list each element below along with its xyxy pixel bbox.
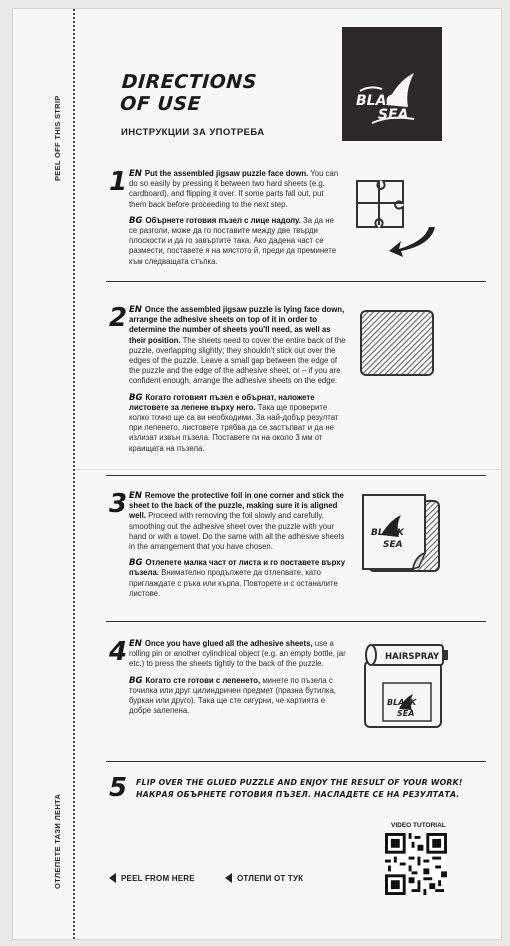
step-divider xyxy=(106,475,486,476)
arrow-left-icon xyxy=(109,873,116,883)
video-tutorial-label: VIDEO TUTORIAL xyxy=(391,822,446,829)
brand-logo xyxy=(342,27,442,141)
svg-text:SEA: SEA xyxy=(397,709,415,718)
step-number: 3 xyxy=(109,489,128,519)
instruction-sheet xyxy=(12,8,502,940)
svg-text:BLACK: BLACK xyxy=(387,698,417,707)
arrow-left-icon xyxy=(225,873,232,883)
step-4-text: EN Once you have glued all the adhesive sheets, use a rolling pin or another cylindrical object (e.g. an empty bottle, jar etc.) to press the sheets tightly to the back of the puzzle. BG Когато сте готови с лепенето, минете по пъзела с точилка или друг цилиндричен предмет (празна бутилка, буркан или друго). Така ще сте сигурни, че хартията е добре залепена. xyxy=(129,639,346,716)
step-number: 5 xyxy=(109,773,128,803)
step-3-text: EN Remove the protective foil in one corner and stick the sheet to the back of the puzzle, making sure it is aligned well. Proceed with removing the foil slowly and carefully, smoothing out the adhesive sheet over the puzzle with your hand or with a towel. Do the same with all the adhesive sheets in the arrangement that you have chosen. BG Отлепете малка част от листа и го поставете върху пъзела. Внимателно продължете да отлепвате, като приглаждате с ръка или кърпа. Повторете и с останалите листове. xyxy=(129,491,346,598)
step-number: 4 xyxy=(109,637,128,667)
shark-fin-icon xyxy=(342,27,442,141)
step-number: 2 xyxy=(109,303,128,333)
step-1-text: EN Put the assembled jigsaw puzzle face down. You can do so easily by pressing it between two hard sheets (e.g. cardboard), and flipping it over. If some parts fall out, put them back before proceeding to the next step. BG Обърнете готовия пъзел с лице надолу. За да не се разголи, може да го поставите между две твърди плоскости и да го завъртите така. Ако дадена част се размести, поставете я на мястото й, преди да преминете към следващата стъпка. xyxy=(129,169,339,266)
fold-line xyxy=(75,469,502,470)
step-divider xyxy=(106,761,486,762)
svg-text:HAIRSPRAY: HAIRSPRAY xyxy=(385,652,440,662)
page-title: DIRECTIONS OF USE xyxy=(119,71,258,115)
peel-from-here-bg[interactable]: ОТЛЕПИ ОТ ТУК xyxy=(225,873,303,883)
svg-text:BLACK: BLACK xyxy=(356,93,408,109)
perforation-line xyxy=(73,9,75,939)
puzzle-flip-icon xyxy=(349,177,449,257)
svg-text:BLACK: BLACK xyxy=(371,528,404,538)
svg-text:SEA: SEA xyxy=(378,107,409,123)
peel-strip-label-en: PEEL OFF THIS STRIP xyxy=(53,95,62,181)
peel-strip-label-bg: ОТЛЕПЕТЕ ТАЗИ ЛЕНТА xyxy=(53,793,62,889)
svg-text:SEA: SEA xyxy=(383,540,403,550)
peel-foil-icon xyxy=(359,493,445,579)
final-step-text: FLIP OVER THE GLUED PUZZLE AND ENJOY THE RESULT OF YOUR WORK! НАКРАЯ ОБЪРНЕТЕ ГОТОВИЯ ПЪЗЕЛ. НАСЛАДЕТЕ СЕ НА РЕЗУЛТАТА. xyxy=(136,778,463,799)
peel-from-here[interactable]: PEEL FROM HERE xyxy=(109,873,195,883)
step-2-text: EN Once the assembled jigsaw puzzle is lying face down, arrange the adhesive sheets on top of it in order to determine the number of sheets you'll need, as well as their position. The sheets need to cover the entire back of the puzzle, overlapping slightly; they shouldn't stick out over the edges of the puzzle. Leave a small gap between the edge of the puzzle and the edge of the adhesive sheet, or – if you are confident enough, arrange the adhesive sheets on the edge. BG Когато готовият пъзел е обърнат, наложете листовете за лепене върху него. Така ще проверите колко точно ще са ви необходими. За най-добър резултат при лепенето, листовете трябва да се застъпват и да не излизат извън пъзела. Поставете ги на около 3 мм от краищата на пъзела. xyxy=(129,305,346,453)
step-divider xyxy=(106,621,486,622)
step-divider xyxy=(106,281,486,282)
page-subtitle: ИНСТРУКЦИИ ЗА УПОТРЕБА xyxy=(121,127,265,138)
qr-code-icon[interactable] xyxy=(385,833,447,895)
step-number: 1 xyxy=(109,167,128,197)
adhesive-sheet-icon xyxy=(359,309,439,379)
rolling-bottle-icon xyxy=(355,639,449,731)
